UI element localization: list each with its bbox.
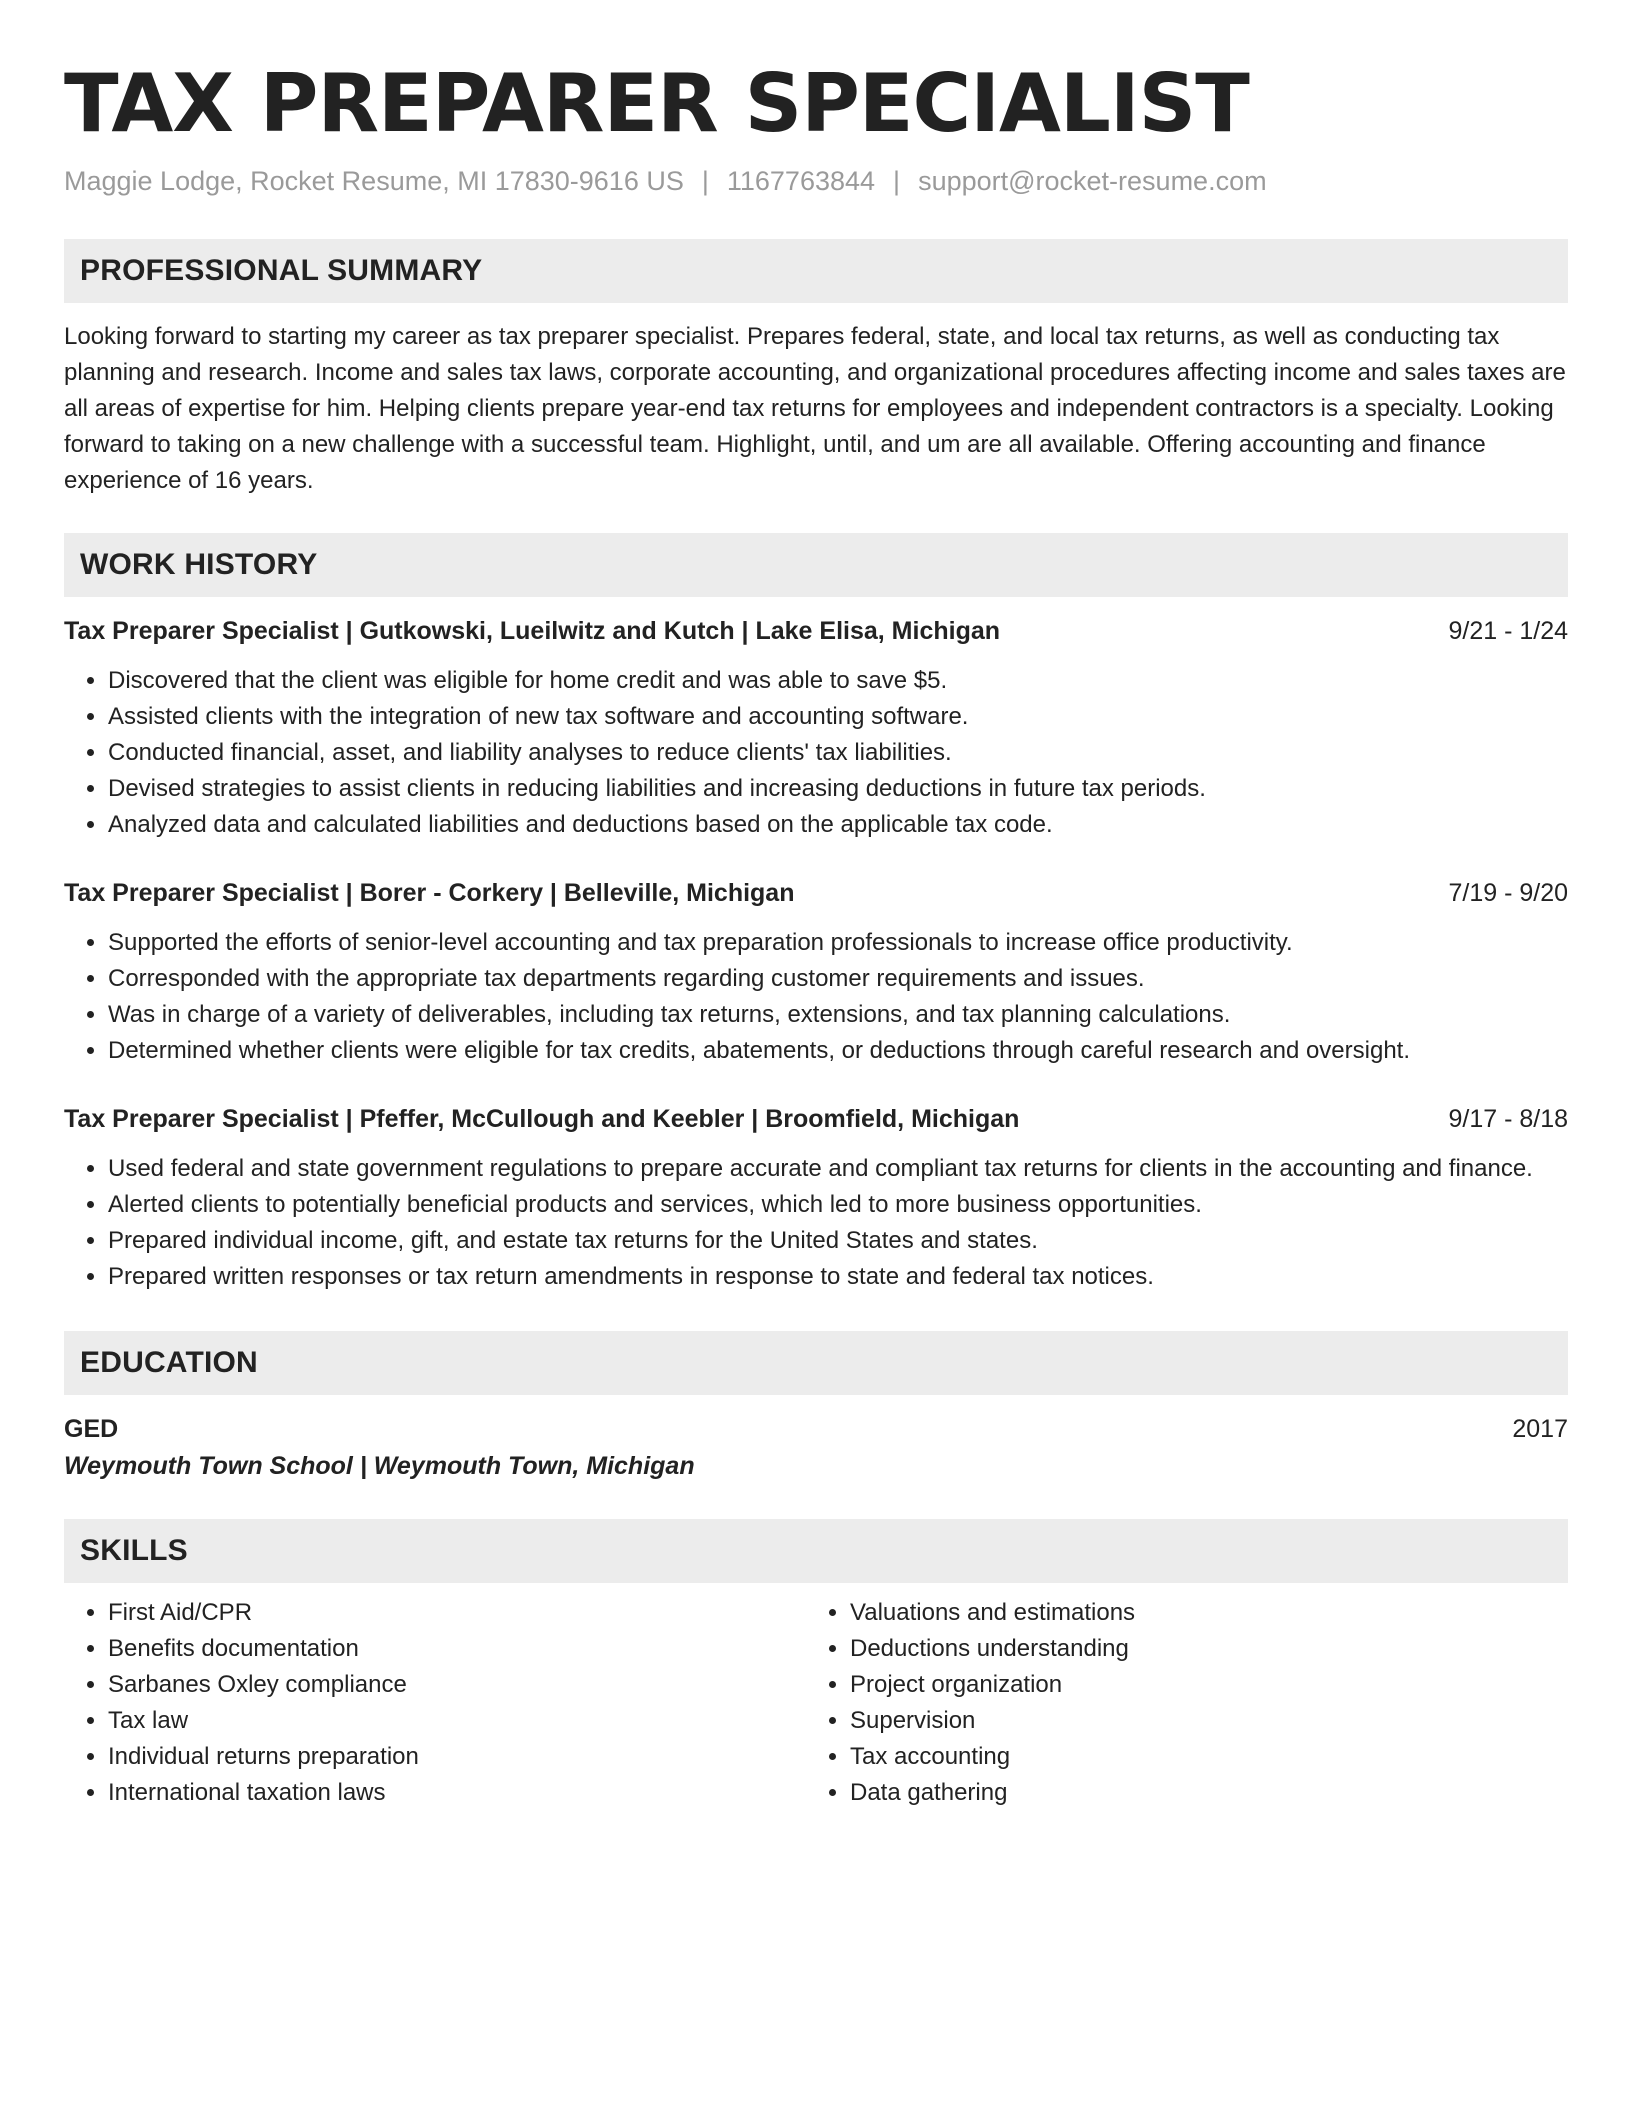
skill-item: • Individual returns preparation [108, 1739, 806, 1775]
list-item: • Prepared individual income, gift, and estate tax returns for the United States and states. [108, 1223, 1568, 1259]
list-item: • Determined whether clients were eligible for tax credits, abatements, or deductions through careful research and oversight. [108, 1033, 1568, 1069]
list-item: • Prepared written responses or tax return amendments in response to state and federal tax notices. [108, 1259, 1568, 1295]
job-entry [64, 613, 1568, 843]
section-header-education: EDUCATION [64, 1331, 1568, 1395]
skill-item: • Project organization [850, 1667, 1548, 1703]
resume-name: TAX PREPARER SPECIALIST [64, 57, 1249, 150]
job-bullets [64, 1151, 1568, 1295]
skills-list-left [64, 1595, 806, 1811]
list-item: • Used federal and state government regulations to prepare accurate and compliant tax returns for clients in the accounting and finance. [108, 1151, 1568, 1187]
skill-item: • Sarbanes Oxley compliance [108, 1667, 806, 1703]
job-bullets [64, 663, 1568, 843]
job-bullets [64, 925, 1568, 1069]
skill-item: • Tax accounting [850, 1739, 1548, 1775]
job-title: Tax Preparer Specialist | Gutkowski, Lueilwitz and Kutch | Lake Elisa, Michigan [64, 617, 1001, 645]
job-heading-row [64, 875, 1568, 911]
education-degree: GED [64, 1415, 119, 1443]
contact-address: Maggie Lodge, Rocket Resume, MI 17830-9616 US [64, 166, 684, 196]
skill-item: • International taxation laws [108, 1775, 806, 1811]
job-heading-row [64, 1101, 1568, 1137]
list-item: • Assisted clients with the integration of new tax software and accounting software. [108, 699, 1568, 735]
job-entry [64, 875, 1568, 1069]
contact-separator: | [701, 166, 709, 196]
job-entry [64, 1101, 1568, 1295]
section-header-skills: SKILLS [64, 1519, 1568, 1583]
job-title: Tax Preparer Specialist | Pfeffer, McCullough and Keebler | Broomfield, Michigan [64, 1105, 1020, 1133]
education-year: 2017 [1512, 1415, 1568, 1443]
job-dates: 7/19 - 9/20 [1448, 879, 1568, 907]
skill-item: • Supervision [850, 1703, 1548, 1739]
skill-item: • Tax law [108, 1703, 806, 1739]
skill-item: • First Aid/CPR [108, 1595, 806, 1631]
list-item: • Was in charge of a variety of deliverables, including tax returns, extensions, and tax planning calculations. [108, 997, 1568, 1033]
job-title: Tax Preparer Specialist | Borer - Corkery | Belleville, Michigan [64, 879, 795, 907]
contact-phone: 1167763844 [726, 166, 876, 196]
resume-page [64, 56, 1568, 1811]
skills-list-right [806, 1595, 1548, 1811]
list-item: • Devised strategies to assist clients in reducing liabilities and increasing deductions in future tax periods. [108, 771, 1568, 807]
skills-columns [64, 1595, 1568, 1811]
list-item: • Corresponded with the appropriate tax departments regarding customer requirements and issues. [108, 961, 1568, 997]
list-item: • Analyzed data and calculated liabilities and deductions based on the applicable tax code. [108, 807, 1568, 843]
education-entry [64, 1411, 1568, 1485]
summary-text: Looking forward to starting my career as tax preparer specialist. Prepares federal, state, and local tax returns, as well as conducting tax planning and research. Income and sales tax laws, corporate accounting, and organizational procedures affecting income and sales taxes are all areas of expertise for him. Helping clients prepare year-end tax returns for employees and independent contractors is a specialty. Looking forward to taking on a new challenge with a successful team. Highlight, until, and um are all available. Offering accounting and finance experience of 16 years. [64, 323, 1566, 494]
list-item: • Discovered that the client was eligible for home credit and was able to save $5. [108, 663, 1568, 699]
contact-line [64, 166, 1568, 197]
list-item: • Supported the efforts of senior-level accounting and tax preparation professionals to increase office productivity. [108, 925, 1568, 961]
job-dates: 9/17 - 8/18 [1448, 1105, 1568, 1133]
list-item: • Alerted clients to potentially beneficial products and services, which led to more business opportunities. [108, 1187, 1568, 1223]
education-school: Weymouth Town School | Weymouth Town, Michigan [64, 1452, 695, 1480]
skill-item: • Data gathering [850, 1775, 1548, 1811]
skill-item: • Deductions understanding [850, 1631, 1548, 1667]
skill-item: • Valuations and estimations [850, 1595, 1548, 1631]
section-header-work-history: WORK HISTORY [64, 533, 1568, 597]
contact-email: support@rocket-resume.com [918, 166, 1267, 196]
job-heading-row [64, 613, 1568, 649]
skill-item: • Benefits documentation [108, 1631, 806, 1667]
contact-separator: | [893, 166, 901, 196]
section-header-summary: PROFESSIONAL SUMMARY [64, 239, 1568, 303]
education-heading-row [64, 1411, 1568, 1447]
job-dates: 9/21 - 1/24 [1448, 617, 1568, 645]
list-item: • Conducted financial, asset, and liability analyses to reduce clients' tax liabilities. [108, 735, 1568, 771]
